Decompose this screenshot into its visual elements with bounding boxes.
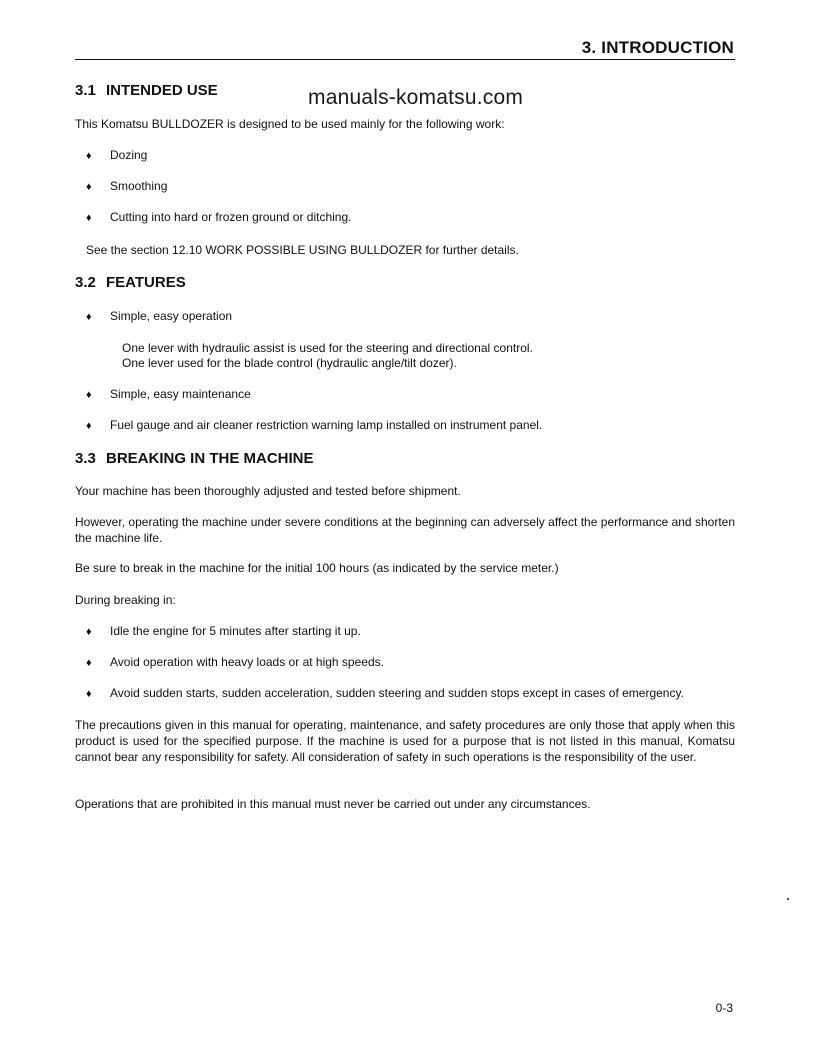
bullet-icon: ♦ <box>86 657 92 669</box>
bullet-icon: ♦ <box>86 420 92 432</box>
prohibited-operations-paragraph: Operations that are prohibited in this manual must never be carried out under any circumstances. <box>75 797 591 811</box>
bullet-icon: ♦ <box>86 212 92 224</box>
section-title: FEATURES <box>106 274 186 291</box>
section-heading-features <box>75 274 186 291</box>
section-title: BREAKING IN THE MACHINE <box>106 450 314 467</box>
list-item-text: Cutting into hard or frozen ground or ditching. <box>110 210 352 224</box>
section-number: 3.2 <box>75 274 96 291</box>
watermark-text: manuals-komatsu.com <box>308 86 524 109</box>
list-item <box>86 308 232 325</box>
list-item <box>86 654 384 671</box>
list-item <box>86 685 684 702</box>
section-title: INTENDED USE <box>106 82 218 99</box>
bullet-icon: ♦ <box>86 626 92 638</box>
scan-speck <box>787 898 789 900</box>
section-number: 3.1 <box>75 82 96 99</box>
page-number: 0-3 <box>715 1001 733 1015</box>
list-item-text: Simple, easy operation <box>110 309 233 323</box>
list-item-text: Avoid operation with heavy loads or at high speeds. <box>110 655 384 669</box>
list-item <box>86 623 361 640</box>
section-heading-intended-use <box>75 82 218 99</box>
list-item <box>86 209 351 226</box>
breaking-in-paragraph: Your machine has been thoroughly adjusted and tested before shipment. <box>75 484 461 498</box>
section-heading-breaking-in <box>75 450 314 467</box>
header-rule <box>75 59 735 60</box>
list-item-text: Smoothing <box>110 179 168 193</box>
list-item-text: Fuel gauge and air cleaner restriction warning lamp installed on instrument panel. <box>110 418 543 432</box>
list-item-text: Avoid sudden starts, sudden acceleration, sudden steering and sudden stops except in cases of emergency. <box>110 686 684 700</box>
intended-use-intro: This Komatsu BULLDOZER is designed to be used mainly for the following work: <box>75 117 505 131</box>
feature-detail-line: One lever with hydraulic assist is used for the steering and directional control. <box>122 341 533 355</box>
safety-paragraph: The precautions given in this manual for operating, maintenance, and safety procedures are only those that apply when this product is used for the specified purpose. If the machine is used for a purpose that is not listed in this manual, Komatsu cannot bear any responsibility for safety. All consideration of safety in such operations is the responsibility of the user. <box>75 718 735 764</box>
bullet-icon: ♦ <box>86 150 92 162</box>
feature-detail-line: One lever used for the blade control (hydraulic angle/tilt dozer). <box>122 356 457 370</box>
breaking-in-paragraph: During breaking in: <box>75 593 176 607</box>
chapter-title: 3. INTRODUCTION <box>581 38 734 57</box>
bullet-icon: ♦ <box>86 311 92 323</box>
list-item-text: Idle the engine for 5 minutes after starting it up. <box>110 624 361 638</box>
breaking-in-paragraph: However, operating the machine under severe conditions at the beginning can adversely affect the performance and shorten the machine life. <box>75 515 735 545</box>
bullet-icon: ♦ <box>86 688 92 700</box>
list-item-text: Dozing <box>110 148 148 162</box>
list-item <box>86 386 251 403</box>
list-item <box>86 178 167 195</box>
list-item <box>86 147 147 164</box>
list-item-text: Simple, easy maintenance <box>110 387 251 401</box>
intended-use-note: See the section 12.10 WORK POSSIBLE USING BULLDOZER for further details. <box>86 243 519 257</box>
bullet-icon: ♦ <box>86 389 92 401</box>
breaking-in-paragraph: Be sure to break in the machine for the initial 100 hours (as indicated by the service meter.) <box>75 561 559 575</box>
section-number: 3.3 <box>75 450 96 467</box>
list-item <box>86 417 542 434</box>
bullet-icon: ♦ <box>86 181 92 193</box>
